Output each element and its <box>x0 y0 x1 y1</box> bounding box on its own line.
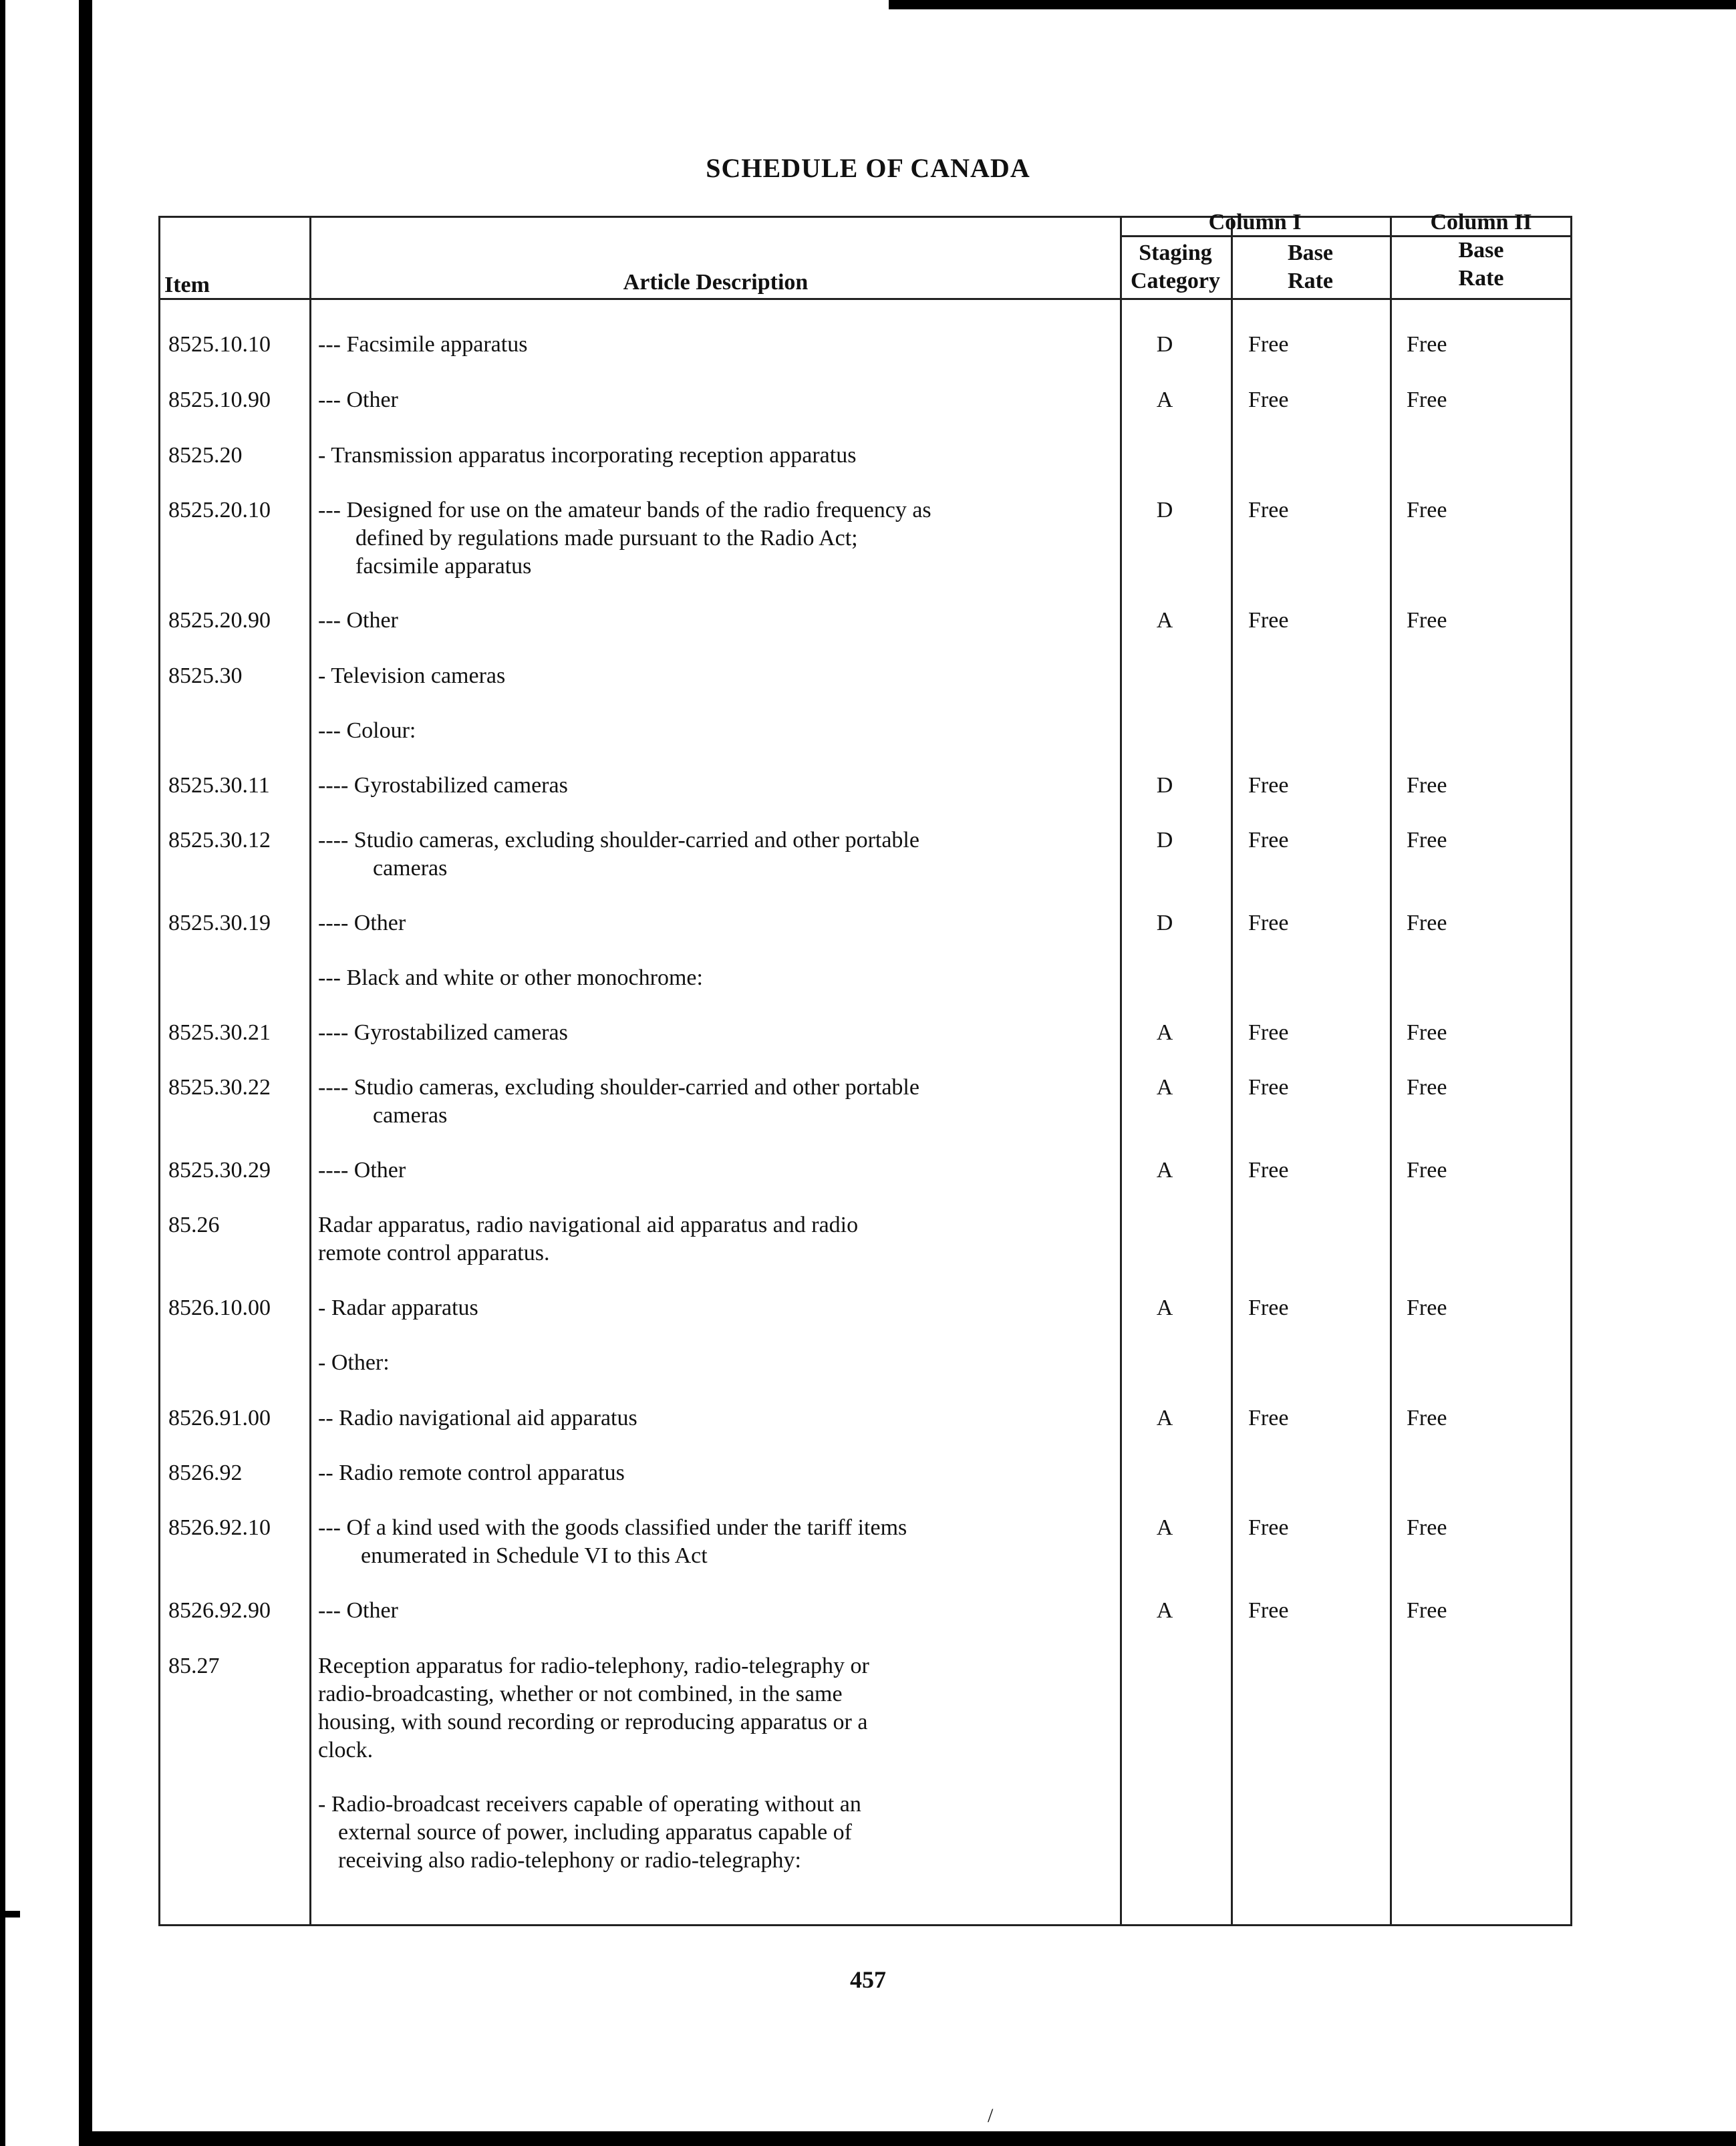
column-divider-column-1 <box>1390 216 1392 1926</box>
article-description: --- Colour: <box>318 718 416 743</box>
article-description: - Transmission apparatus incorporating reception apparatus <box>318 443 857 468</box>
staging-category: A <box>1156 1295 1173 1320</box>
item-code: 8526.92.90 <box>168 1598 271 1623</box>
base-rate-column-2: Free <box>1407 1598 1447 1623</box>
item-code: 8525.10.10 <box>168 332 271 357</box>
header-article-description: Article Description <box>623 270 809 295</box>
item-code: 8525.30.11 <box>168 773 270 798</box>
base-rate-column-1: Free <box>1248 1158 1289 1183</box>
item-code: 8526.92.10 <box>168 1515 271 1540</box>
article-description: ---- Gyrostabilized cameras <box>318 1020 568 1045</box>
article-description: ---- Gyrostabilized cameras <box>318 773 568 798</box>
item-code: 8525.30 <box>168 663 243 688</box>
scan-edge-bottom <box>79 2131 1736 2146</box>
item-code: 85.26 <box>168 1213 220 1237</box>
item-code: 8525.30.21 <box>168 1020 271 1045</box>
column-divider-item <box>309 216 311 1926</box>
item-code: 8525.30.12 <box>168 828 271 853</box>
scan-edge-left <box>0 0 5 2146</box>
staging-category: A <box>1156 1075 1173 1100</box>
column-divider-description <box>1120 216 1122 1926</box>
staging-category: A <box>1156 388 1173 412</box>
item-code: 8526.10.00 <box>168 1295 271 1320</box>
base-rate-column-1: Free <box>1248 608 1289 633</box>
base-rate-column-1: Free <box>1248 911 1289 935</box>
item-code: 8525.20.90 <box>168 608 271 633</box>
article-description: --- Facsimile apparatus <box>318 332 528 357</box>
article-description: - Radio-broadcast receivers capable of operating without an external source of power, including apparatus capable of receiving also radio-telephony or radio-telegraphy: <box>318 1792 861 1873</box>
staging-category: D <box>1156 828 1173 853</box>
base-rate-column-2: Free <box>1407 332 1447 357</box>
column-divider-staging <box>1231 216 1233 1926</box>
article-description: - Other: <box>318 1350 390 1375</box>
article-description: -- Radio remote control apparatus <box>318 1461 625 1485</box>
article-description: --- Designed for use on the amateur bands of the radio frequency as defined by regulations made pursuant to the Radio Act; facsimile apparatus <box>318 498 931 579</box>
base-rate-column-1: Free <box>1248 1406 1289 1430</box>
page-number: 457 <box>850 1966 886 1993</box>
article-description: ---- Studio cameras, excluding shoulder-carried and other portable cameras <box>318 1075 919 1128</box>
base-rate-column-2: Free <box>1407 911 1447 935</box>
staging-category: D <box>1156 911 1173 935</box>
article-description: ---- Other <box>318 911 406 935</box>
header-item: Item <box>164 273 210 297</box>
base-rate-column-2: Free <box>1407 1020 1447 1045</box>
base-rate-column-2: Free <box>1407 608 1447 633</box>
article-description: --- Other <box>318 608 398 633</box>
staging-category: D <box>1156 773 1173 798</box>
scan-spine-shadow <box>79 0 92 2146</box>
staging-category: A <box>1156 1598 1173 1623</box>
base-rate-column-1: Free <box>1248 1075 1289 1100</box>
base-rate-column-2: Free <box>1407 1075 1447 1100</box>
item-code: 8525.20.10 <box>168 498 271 522</box>
staging-category: A <box>1156 1020 1173 1045</box>
article-description: ---- Studio cameras, excluding shoulder-carried and other portable cameras <box>318 828 919 881</box>
scan-edge-top <box>889 0 1736 9</box>
base-rate-column-2: Free <box>1407 1406 1447 1430</box>
base-rate-column-1: Free <box>1248 332 1289 357</box>
header-rule <box>158 298 1572 300</box>
staging-category: A <box>1156 608 1173 633</box>
base-rate-column-1: Free <box>1248 1295 1289 1320</box>
staging-category: A <box>1156 1158 1173 1183</box>
article-description: -- Radio navigational aid apparatus <box>318 1406 637 1430</box>
header-staging: Staging Category <box>1130 241 1221 293</box>
article-description: - Television cameras <box>318 663 506 688</box>
header-column-1: Column I <box>1208 210 1302 235</box>
article-description: --- Other <box>318 1598 398 1623</box>
base-rate-column-2: Free <box>1407 828 1447 853</box>
base-rate-column-2: Free <box>1407 1158 1447 1183</box>
base-rate-column-1: Free <box>1248 1598 1289 1623</box>
stray-pen-mark: / <box>988 2105 994 2127</box>
item-code: 8526.91.00 <box>168 1406 271 1430</box>
header-column-2: Column II Base Rate <box>1430 210 1532 291</box>
item-code: 8525.10.90 <box>168 388 271 412</box>
base-rate-column-2: Free <box>1407 388 1447 412</box>
article-description: Reception apparatus for radio-telephony, radio-telegraphy or radio-broadcasting, whether or not combined, in the same housing, with sound recording or reproducing apparatus or a clock. <box>318 1654 869 1762</box>
item-code: 8525.30.19 <box>168 911 271 935</box>
staging-category: D <box>1156 498 1173 522</box>
base-rate-column-2: Free <box>1407 773 1447 798</box>
page-title: SCHEDULE OF CANADA <box>706 153 1030 183</box>
item-code: 8525.30.29 <box>168 1158 271 1183</box>
item-code: 8526.92 <box>168 1461 243 1485</box>
base-rate-column-2: Free <box>1407 498 1447 522</box>
article-description: --- Of a kind used with the goods classified under the tariff items enumerated in Schedule VI to this Act <box>318 1515 907 1568</box>
item-code: 85.27 <box>168 1654 220 1678</box>
base-rate-column-1: Free <box>1248 498 1289 522</box>
item-code: 8525.20 <box>168 443 243 468</box>
article-description: --- Other <box>318 388 398 412</box>
base-rate-column-1: Free <box>1248 388 1289 412</box>
article-description: --- Black and white or other monochrome: <box>318 965 703 990</box>
article-description: Radar apparatus, radio navigational aid apparatus and radio remote control apparatus. <box>318 1213 859 1265</box>
scan-margin-mark <box>0 1911 20 1918</box>
article-description: ---- Other <box>318 1158 406 1183</box>
base-rate-column-2: Free <box>1407 1295 1447 1320</box>
staging-category: D <box>1156 332 1173 357</box>
base-rate-column-1: Free <box>1248 828 1289 853</box>
staging-category: A <box>1156 1515 1173 1540</box>
article-description: - Radar apparatus <box>318 1295 478 1320</box>
base-rate-column-1: Free <box>1248 1515 1289 1540</box>
staging-category: A <box>1156 1406 1173 1430</box>
base-rate-column-1: Free <box>1248 773 1289 798</box>
base-rate-column-2: Free <box>1407 1515 1447 1540</box>
item-code: 8525.30.22 <box>168 1075 271 1100</box>
header-base-rate-1: Base Rate <box>1288 241 1333 293</box>
base-rate-column-1: Free <box>1248 1020 1289 1045</box>
